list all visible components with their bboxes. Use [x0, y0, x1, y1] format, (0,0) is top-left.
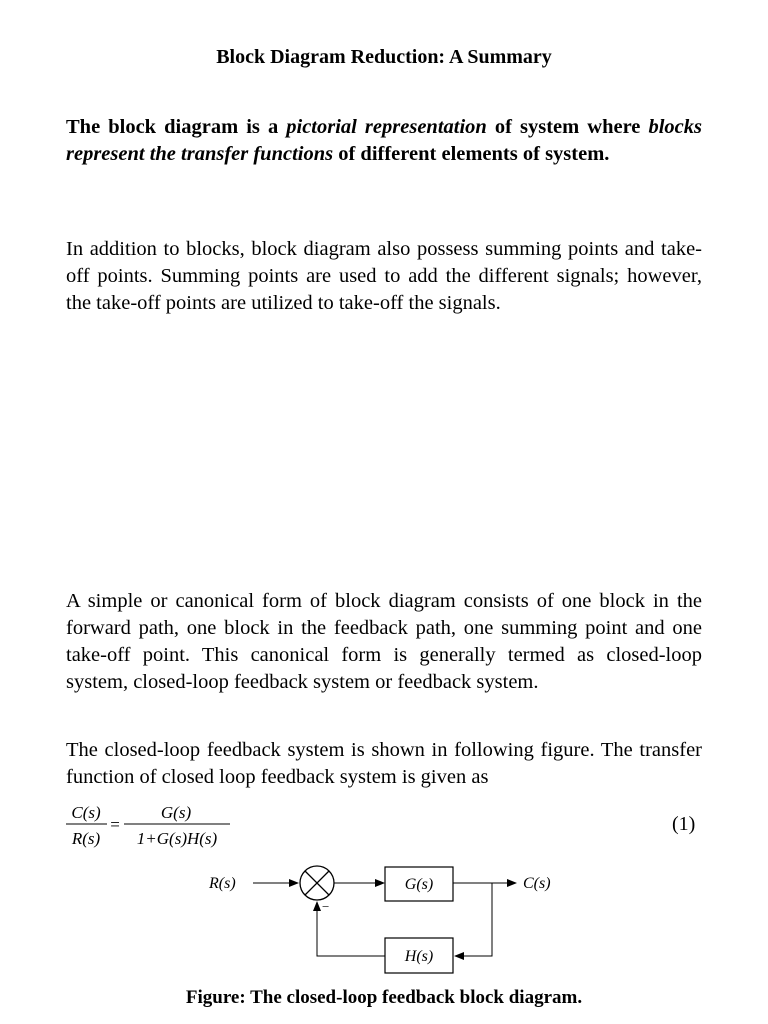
feedback-block-label: H(s) — [404, 948, 434, 965]
eq-rhs-numerator: G(s) — [160, 803, 192, 822]
definition-text-3: of different elements of system. — [333, 143, 610, 165]
forward-block-label: G(s) — [404, 876, 434, 893]
eq-equals: = — [110, 815, 120, 834]
summing-junction — [300, 866, 334, 900]
summing-points-paragraph: In addition to blocks, block diagram also possess summing points and take-off points. Summing points are used to add the different signals; however, the take-off points are utilized to take-off the signals. — [66, 238, 702, 314]
definition-text-2: of system where — [486, 116, 649, 138]
eq-lhs-denominator: R(s) — [71, 829, 101, 848]
transfer-function-equation — [64, 798, 236, 858]
definition-emphasis-2: blocks represent the transfer functions — [66, 116, 702, 165]
definition-paragraph — [66, 114, 702, 168]
input-label: R(s) — [209, 875, 236, 892]
definition-emphasis-1: pictorial representation — [286, 116, 487, 138]
figure-caption: Figure: The closed-loop feedback block diagram. — [185, 987, 583, 1008]
minus-sign: − — [322, 899, 330, 914]
feedback-block-diagram — [196, 860, 576, 980]
transfer-function-paragraph: The closed-loop feedback system is shown in following figure. The transfer function of closed loop feedback system is given as — [66, 739, 702, 788]
equation-number: (1) — [672, 813, 696, 835]
definition-text-1: The block diagram is a — [66, 116, 287, 138]
output-label: C(s) — [523, 875, 551, 892]
eq-rhs-denominator: 1+G(s)H(s) — [136, 829, 218, 848]
page-title: Block Diagram Reduction: A Summary — [216, 46, 552, 68]
takeoff-feedback-path — [455, 883, 492, 956]
eq-lhs-numerator: C(s) — [71, 803, 101, 822]
canonical-form-paragraph: A simple or canonical form of block diagram consists of one block in the forward path, one block in the feedback path, one summing point and one take-off point. This canonical form is generally termed as closed-loop system, closed-loop feedback system or feedback system. — [66, 590, 702, 693]
